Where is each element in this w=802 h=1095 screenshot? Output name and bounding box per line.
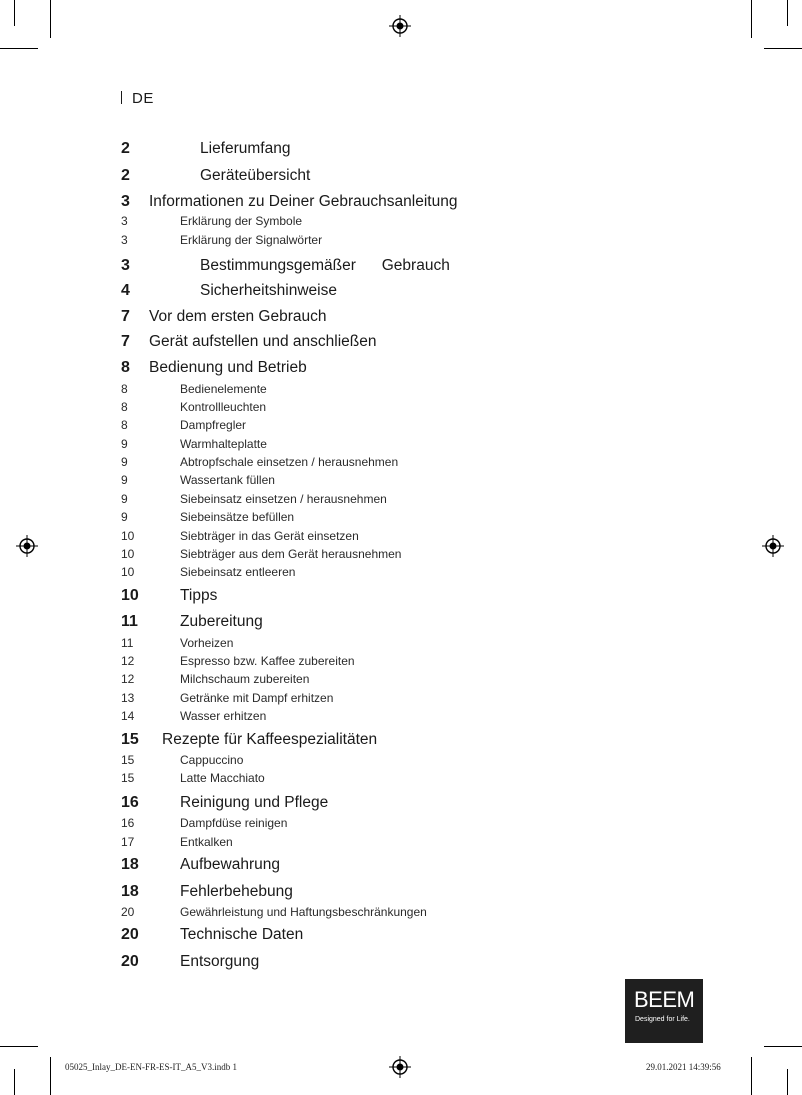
toc-title: Entsorgung (180, 953, 260, 970)
toc-page-number: 7 (121, 308, 130, 325)
toc-title: Aufbewahrung (180, 856, 280, 873)
toc-title: Espresso bzw. Kaffee zubereiten (180, 654, 355, 668)
toc-title: Zubereitung (180, 613, 263, 630)
toc-page-number: 10 (121, 547, 135, 561)
header-divider (121, 91, 122, 104)
toc-page-number: 11 (121, 613, 138, 630)
crop-mark (14, 1069, 15, 1095)
toc-title: Bedienelemente (180, 382, 267, 396)
toc-page-number: 16 (121, 816, 135, 830)
crop-mark (50, 1057, 51, 1095)
toc-title: Sicherheitshinweise (200, 282, 337, 299)
toc-title: Dampfregler (180, 418, 247, 432)
toc-page-number: 3 (121, 233, 128, 247)
toc-page-number: 20 (121, 953, 139, 970)
toc-title: Cappuccino (180, 753, 244, 767)
crop-mark (0, 1046, 38, 1047)
toc-page-number: 4 (121, 282, 130, 299)
toc-page-number: 16 (121, 794, 139, 811)
toc-page-number: 9 (121, 473, 128, 487)
toc-page-number: 12 (121, 672, 135, 686)
footer-file: 05025_Inlay_DE-EN-FR-ES-IT_A5_V3.indb 1 (65, 1062, 237, 1072)
toc-title: Kontrollleuchten (180, 400, 267, 414)
toc-page-number: 9 (121, 437, 128, 451)
toc-page-number: 15 (121, 753, 135, 767)
toc-title: Siebeinsätze befüllen (180, 510, 295, 524)
toc-page-number: 14 (121, 709, 135, 723)
toc-page-number: 2 (121, 140, 130, 157)
toc-page-number: 13 (121, 691, 135, 705)
page-header (121, 90, 154, 107)
toc-page-number: 17 (121, 835, 135, 849)
toc-page-number: 8 (121, 400, 128, 414)
toc-title: Reinigung und Pflege (180, 794, 329, 811)
brand-tagline: Designed for Life. (635, 1016, 690, 1023)
toc-page-number: 7 (121, 333, 130, 350)
toc-title: Lieferumfang (200, 140, 291, 157)
toc-page-number: 15 (121, 731, 139, 748)
toc-page-number: 20 (121, 926, 139, 943)
brand-logo (625, 979, 703, 1043)
toc-title: Technische Daten (180, 926, 304, 943)
toc-title: Fehlerbehebung (180, 883, 293, 900)
crop-mark (0, 48, 38, 49)
brand-name: BEEM (634, 987, 695, 1012)
registration-mark-icon (16, 535, 38, 557)
toc-page-number: 20 (121, 905, 135, 919)
toc-title: Milchschaum zubereiten (180, 672, 310, 686)
toc-page-number: 12 (121, 654, 135, 668)
toc-page-number: 10 (121, 565, 135, 579)
toc-page-number: 3 (121, 214, 128, 228)
toc-title: Vorheizen (180, 636, 234, 650)
toc-page-number: 9 (121, 510, 128, 524)
toc-page-number: 2 (121, 167, 130, 184)
toc-title: Siebeinsatz einsetzen / herausnehmen (180, 492, 387, 506)
toc-page-number: 10 (121, 529, 135, 543)
toc-page-number: 8 (121, 382, 128, 396)
toc-page-number: 18 (121, 856, 139, 873)
registration-mark-icon (762, 535, 784, 557)
registration-mark-icon (389, 15, 411, 37)
registration-mark-icon (389, 1056, 411, 1078)
toc-page-number: 11 (121, 636, 134, 650)
crop-mark (787, 1069, 788, 1095)
crop-mark (14, 0, 15, 26)
toc-title: Wassertank füllen (180, 473, 275, 487)
toc-page-number: 18 (121, 883, 139, 900)
toc-page-number: 3 (121, 193, 130, 210)
toc-title: Siebeinsatz entleeren (180, 565, 296, 579)
toc-page-number: 10 (121, 587, 139, 604)
toc-page-number: 8 (121, 418, 128, 432)
toc-title: Getränke mit Dampf erhitzen (180, 691, 334, 705)
toc-title: Erklärung der Symbole (180, 214, 303, 228)
toc-title: Siebträger in das Gerät einsetzen (180, 529, 359, 543)
toc-title: Entkalken (180, 835, 233, 849)
toc-page-number: 15 (121, 771, 135, 785)
toc-title: Erklärung der Signalwörter (180, 233, 323, 247)
crop-mark (50, 0, 51, 38)
toc-title: Dampfdüse reinigen (180, 816, 288, 830)
toc-title: Bestimmungsgemäßer Gebrauch (200, 257, 450, 274)
toc-title: Warmhalteplatte (180, 437, 267, 451)
crop-mark (787, 0, 788, 26)
toc-title: Gewährleistung und Haftungsbeschränkungen (180, 905, 427, 919)
crop-mark (764, 1046, 802, 1047)
language-label: DE (132, 90, 154, 107)
toc-title: Vor dem ersten Gebrauch (149, 308, 327, 325)
crop-mark (764, 48, 802, 49)
footer-datetime: 29.01.2021 14:39:56 (646, 1062, 721, 1072)
toc-title: Latte Macchiato (180, 771, 265, 785)
toc-title: Bedienung und Betrieb (149, 359, 307, 376)
crop-mark (751, 1057, 752, 1095)
toc-title: Abtropfschale einsetzen / herausnehmen (180, 455, 399, 469)
toc-title: Informationen zu Deiner Gebrauchsanleitung (149, 193, 458, 210)
toc-title: Rezepte für Kaffeespezialitäten (162, 731, 378, 748)
toc-title: Geräteübersicht (200, 167, 311, 184)
toc-page-number: 3 (121, 257, 130, 274)
toc-title: Tipps (180, 587, 218, 604)
toc-title: Gerät aufstellen und anschließen (149, 333, 377, 350)
toc-title: Siebträger aus dem Gerät herausnehmen (180, 547, 402, 561)
toc-page-number: 9 (121, 455, 128, 469)
toc-page-number: 8 (121, 359, 130, 376)
crop-mark (751, 0, 752, 38)
toc-title: Wasser erhitzen (180, 709, 267, 723)
toc-page-number: 9 (121, 492, 128, 506)
